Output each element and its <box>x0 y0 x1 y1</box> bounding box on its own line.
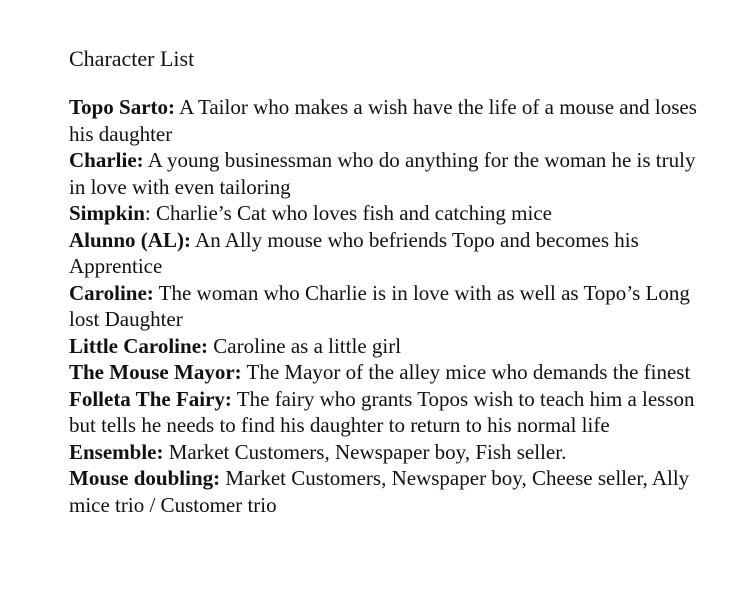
character-name: Charlie: <box>69 148 144 172</box>
character-description: The Mayor of the alley mice who demands the finest <box>241 360 691 384</box>
character-description: Market Customers, Newspaper boy, Fish seller. <box>163 439 567 464</box>
character-description: An Ally mouse who befriends Topo and becomes his Apprentice <box>69 227 639 278</box>
character-list <box>69 94 709 518</box>
character-name: Simpkin <box>69 201 145 225</box>
character-name: Mouse doubling: <box>69 466 221 490</box>
character-description: : Charlie’s Cat who loves fish and catching mice <box>144 201 552 225</box>
character-entry-simpkin <box>69 200 709 227</box>
character-name: Alunno (AL): <box>69 227 191 252</box>
character-entry-topo-sarto <box>69 94 709 147</box>
character-description: The woman who Charlie is in love with as well as Topo’s Long lost Daughter <box>69 280 690 331</box>
character-entry-mouse-doubling <box>69 465 709 518</box>
character-entry-charlie <box>69 147 709 200</box>
document-title: Character List <box>69 46 195 71</box>
character-entry-alunno <box>69 227 709 280</box>
character-name: Topo Sarto: <box>69 95 175 119</box>
character-name: Ensemble: <box>69 439 164 464</box>
character-description: Caroline as a little girl <box>208 333 402 358</box>
character-description: The fairy who grants Topos wish to teach him a lesson but tells he needs to find his daughter to return to his normal life <box>69 386 695 437</box>
character-entry-little-caroline <box>69 333 709 360</box>
character-name: Little Caroline: <box>69 333 209 358</box>
character-description: A Tailor who makes a wish have the life of a mouse and loses his daughter <box>69 95 697 146</box>
character-entry-ensemble <box>69 439 709 466</box>
character-entry-mouse-mayor <box>69 359 709 386</box>
character-name: Caroline: <box>69 280 154 305</box>
character-entry-caroline <box>69 280 709 333</box>
character-name: Folleta The Fairy: <box>69 386 232 411</box>
character-name: The Mouse Mayor: <box>69 360 242 384</box>
character-description: Market Customers, Newspaper boy, Cheese seller, Ally mice trio / Customer trio <box>69 466 690 517</box>
character-description: A young businessman who do anything for the woman he is truly in love with even tailoring <box>69 148 696 199</box>
document-page <box>69 44 709 518</box>
character-entry-folleta <box>69 386 709 439</box>
